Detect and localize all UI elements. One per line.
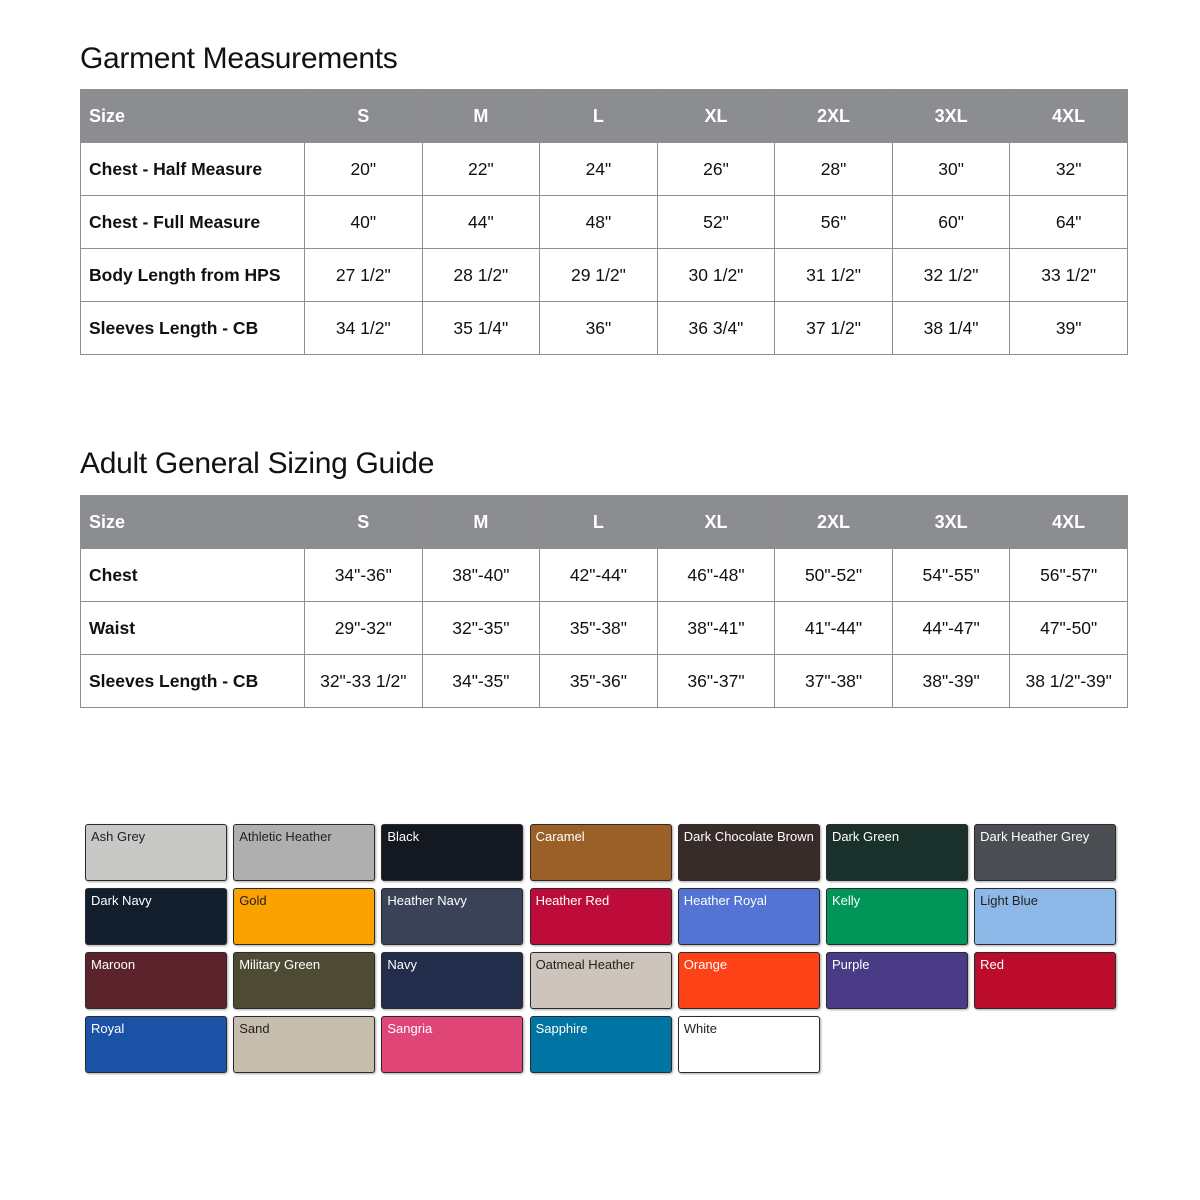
table-cell: 32"-35" <box>422 602 540 655</box>
color-swatch-dark-navy: Dark Navy <box>85 888 227 945</box>
color-swatch-grid <box>85 824 1125 1073</box>
table-cell: 60" <box>892 196 1010 249</box>
sizing-guide-title: Adult General Sizing Guide <box>80 447 435 480</box>
table-row <box>81 655 1128 708</box>
header-cell-4xl: 4XL <box>1010 90 1128 143</box>
color-swatch-dark-chocolate-brown: Dark Chocolate Brown <box>678 824 820 881</box>
table-cell: 28 1/2" <box>422 249 540 302</box>
header-cell-2xl: 2XL <box>775 90 893 143</box>
header-cell-xl: XL <box>657 496 775 549</box>
table-cell: 38 1/2"-39" <box>1010 655 1128 708</box>
table-cell: 30" <box>892 143 1010 196</box>
table-cell: 36"-37" <box>657 655 775 708</box>
header-cell-4xl: 4XL <box>1010 496 1128 549</box>
table-cell: 38 1/4" <box>892 302 1010 355</box>
color-swatch-navy: Navy <box>381 952 523 1009</box>
table-cell: 52" <box>657 196 775 249</box>
row-label: Sleeves Length - CB <box>81 302 305 355</box>
garment-measurements-table <box>80 89 1128 355</box>
table-row <box>81 143 1128 196</box>
color-swatch-sapphire: Sapphire <box>530 1016 672 1073</box>
header-cell-size: Size <box>81 90 305 143</box>
header-cell-size: Size <box>81 496 305 549</box>
color-swatch-heather-navy: Heather Navy <box>381 888 523 945</box>
color-swatch-heather-red: Heather Red <box>530 888 672 945</box>
table-cell: 37 1/2" <box>775 302 893 355</box>
row-label: Chest - Half Measure <box>81 143 305 196</box>
table-cell: 39" <box>1010 302 1128 355</box>
table-cell: 40" <box>305 196 423 249</box>
color-swatch-dark-heather-grey: Dark Heather Grey <box>974 824 1116 881</box>
color-swatch-military-green: Military Green <box>233 952 375 1009</box>
header-cell-s: S <box>305 90 423 143</box>
color-swatch-orange: Orange <box>678 952 820 1009</box>
table-cell: 46"-48" <box>657 549 775 602</box>
garment-measurements-title: Garment Measurements <box>80 42 398 75</box>
table-cell: 29 1/2" <box>540 249 658 302</box>
table-cell: 34"-35" <box>422 655 540 708</box>
table-cell: 38"-41" <box>657 602 775 655</box>
table-cell: 31 1/2" <box>775 249 893 302</box>
table-cell: 56" <box>775 196 893 249</box>
table-cell: 64" <box>1010 196 1128 249</box>
table-cell: 36" <box>540 302 658 355</box>
row-label: Sleeves Length - CB <box>81 655 305 708</box>
table-header-row <box>81 496 1128 549</box>
table-cell: 28" <box>775 143 893 196</box>
header-cell-m: M <box>422 496 540 549</box>
color-swatch-white: White <box>678 1016 820 1073</box>
table-cell: 56"-57" <box>1010 549 1128 602</box>
table-cell: 35"-38" <box>540 602 658 655</box>
color-swatch-kelly: Kelly <box>826 888 968 945</box>
table-row <box>81 602 1128 655</box>
table-cell: 32 1/2" <box>892 249 1010 302</box>
header-cell-l: L <box>540 90 658 143</box>
table-cell: 44" <box>422 196 540 249</box>
table-cell: 29"-32" <box>305 602 423 655</box>
table-cell: 35"-36" <box>540 655 658 708</box>
color-swatch-ash-grey: Ash Grey <box>85 824 227 881</box>
row-label: Body Length from HPS <box>81 249 305 302</box>
table-cell: 54"-55" <box>892 549 1010 602</box>
color-swatch-royal: Royal <box>85 1016 227 1073</box>
table-cell: 48" <box>540 196 658 249</box>
header-cell-3xl: 3XL <box>892 90 1010 143</box>
table-cell: 20" <box>305 143 423 196</box>
row-label: Chest - Full Measure <box>81 196 305 249</box>
color-swatch-heather-royal: Heather Royal <box>678 888 820 945</box>
color-swatch-red: Red <box>974 952 1116 1009</box>
table-cell: 47"-50" <box>1010 602 1128 655</box>
table-cell: 32" <box>1010 143 1128 196</box>
color-swatch-maroon: Maroon <box>85 952 227 1009</box>
header-cell-l: L <box>540 496 658 549</box>
header-cell-xl: XL <box>657 90 775 143</box>
sizing-guide-table <box>80 495 1128 708</box>
table-cell: 34"-36" <box>305 549 423 602</box>
table-cell: 33 1/2" <box>1010 249 1128 302</box>
table-cell: 42"-44" <box>540 549 658 602</box>
color-swatch-purple: Purple <box>826 952 968 1009</box>
table-row <box>81 249 1128 302</box>
table-cell: 44"-47" <box>892 602 1010 655</box>
table-cell: 30 1/2" <box>657 249 775 302</box>
table-cell: 22" <box>422 143 540 196</box>
table-header-row <box>81 90 1128 143</box>
color-swatch-oatmeal-heather: Oatmeal Heather <box>530 952 672 1009</box>
table-cell: 32"-33 1/2" <box>305 655 423 708</box>
table-row <box>81 196 1128 249</box>
header-cell-2xl: 2XL <box>775 496 893 549</box>
color-swatch-black: Black <box>381 824 523 881</box>
row-label: Chest <box>81 549 305 602</box>
table-cell: 38"-39" <box>892 655 1010 708</box>
table-cell: 37"-38" <box>775 655 893 708</box>
header-cell-s: S <box>305 496 423 549</box>
table-cell: 36 3/4" <box>657 302 775 355</box>
color-swatch-caramel: Caramel <box>530 824 672 881</box>
header-cell-m: M <box>422 90 540 143</box>
table-cell: 41"-44" <box>775 602 893 655</box>
table-cell: 38"-40" <box>422 549 540 602</box>
header-cell-3xl: 3XL <box>892 496 1010 549</box>
table-row <box>81 302 1128 355</box>
table-cell: 35 1/4" <box>422 302 540 355</box>
color-swatch-athletic-heather: Athletic Heather <box>233 824 375 881</box>
row-label: Waist <box>81 602 305 655</box>
table-cell: 27 1/2" <box>305 249 423 302</box>
color-swatch-dark-green: Dark Green <box>826 824 968 881</box>
table-cell: 26" <box>657 143 775 196</box>
color-swatch-sangria: Sangria <box>381 1016 523 1073</box>
table-cell: 24" <box>540 143 658 196</box>
table-row <box>81 549 1128 602</box>
color-swatch-light-blue: Light Blue <box>974 888 1116 945</box>
color-swatch-sand: Sand <box>233 1016 375 1073</box>
color-swatch-gold: Gold <box>233 888 375 945</box>
table-cell: 34 1/2" <box>305 302 423 355</box>
table-cell: 50"-52" <box>775 549 893 602</box>
